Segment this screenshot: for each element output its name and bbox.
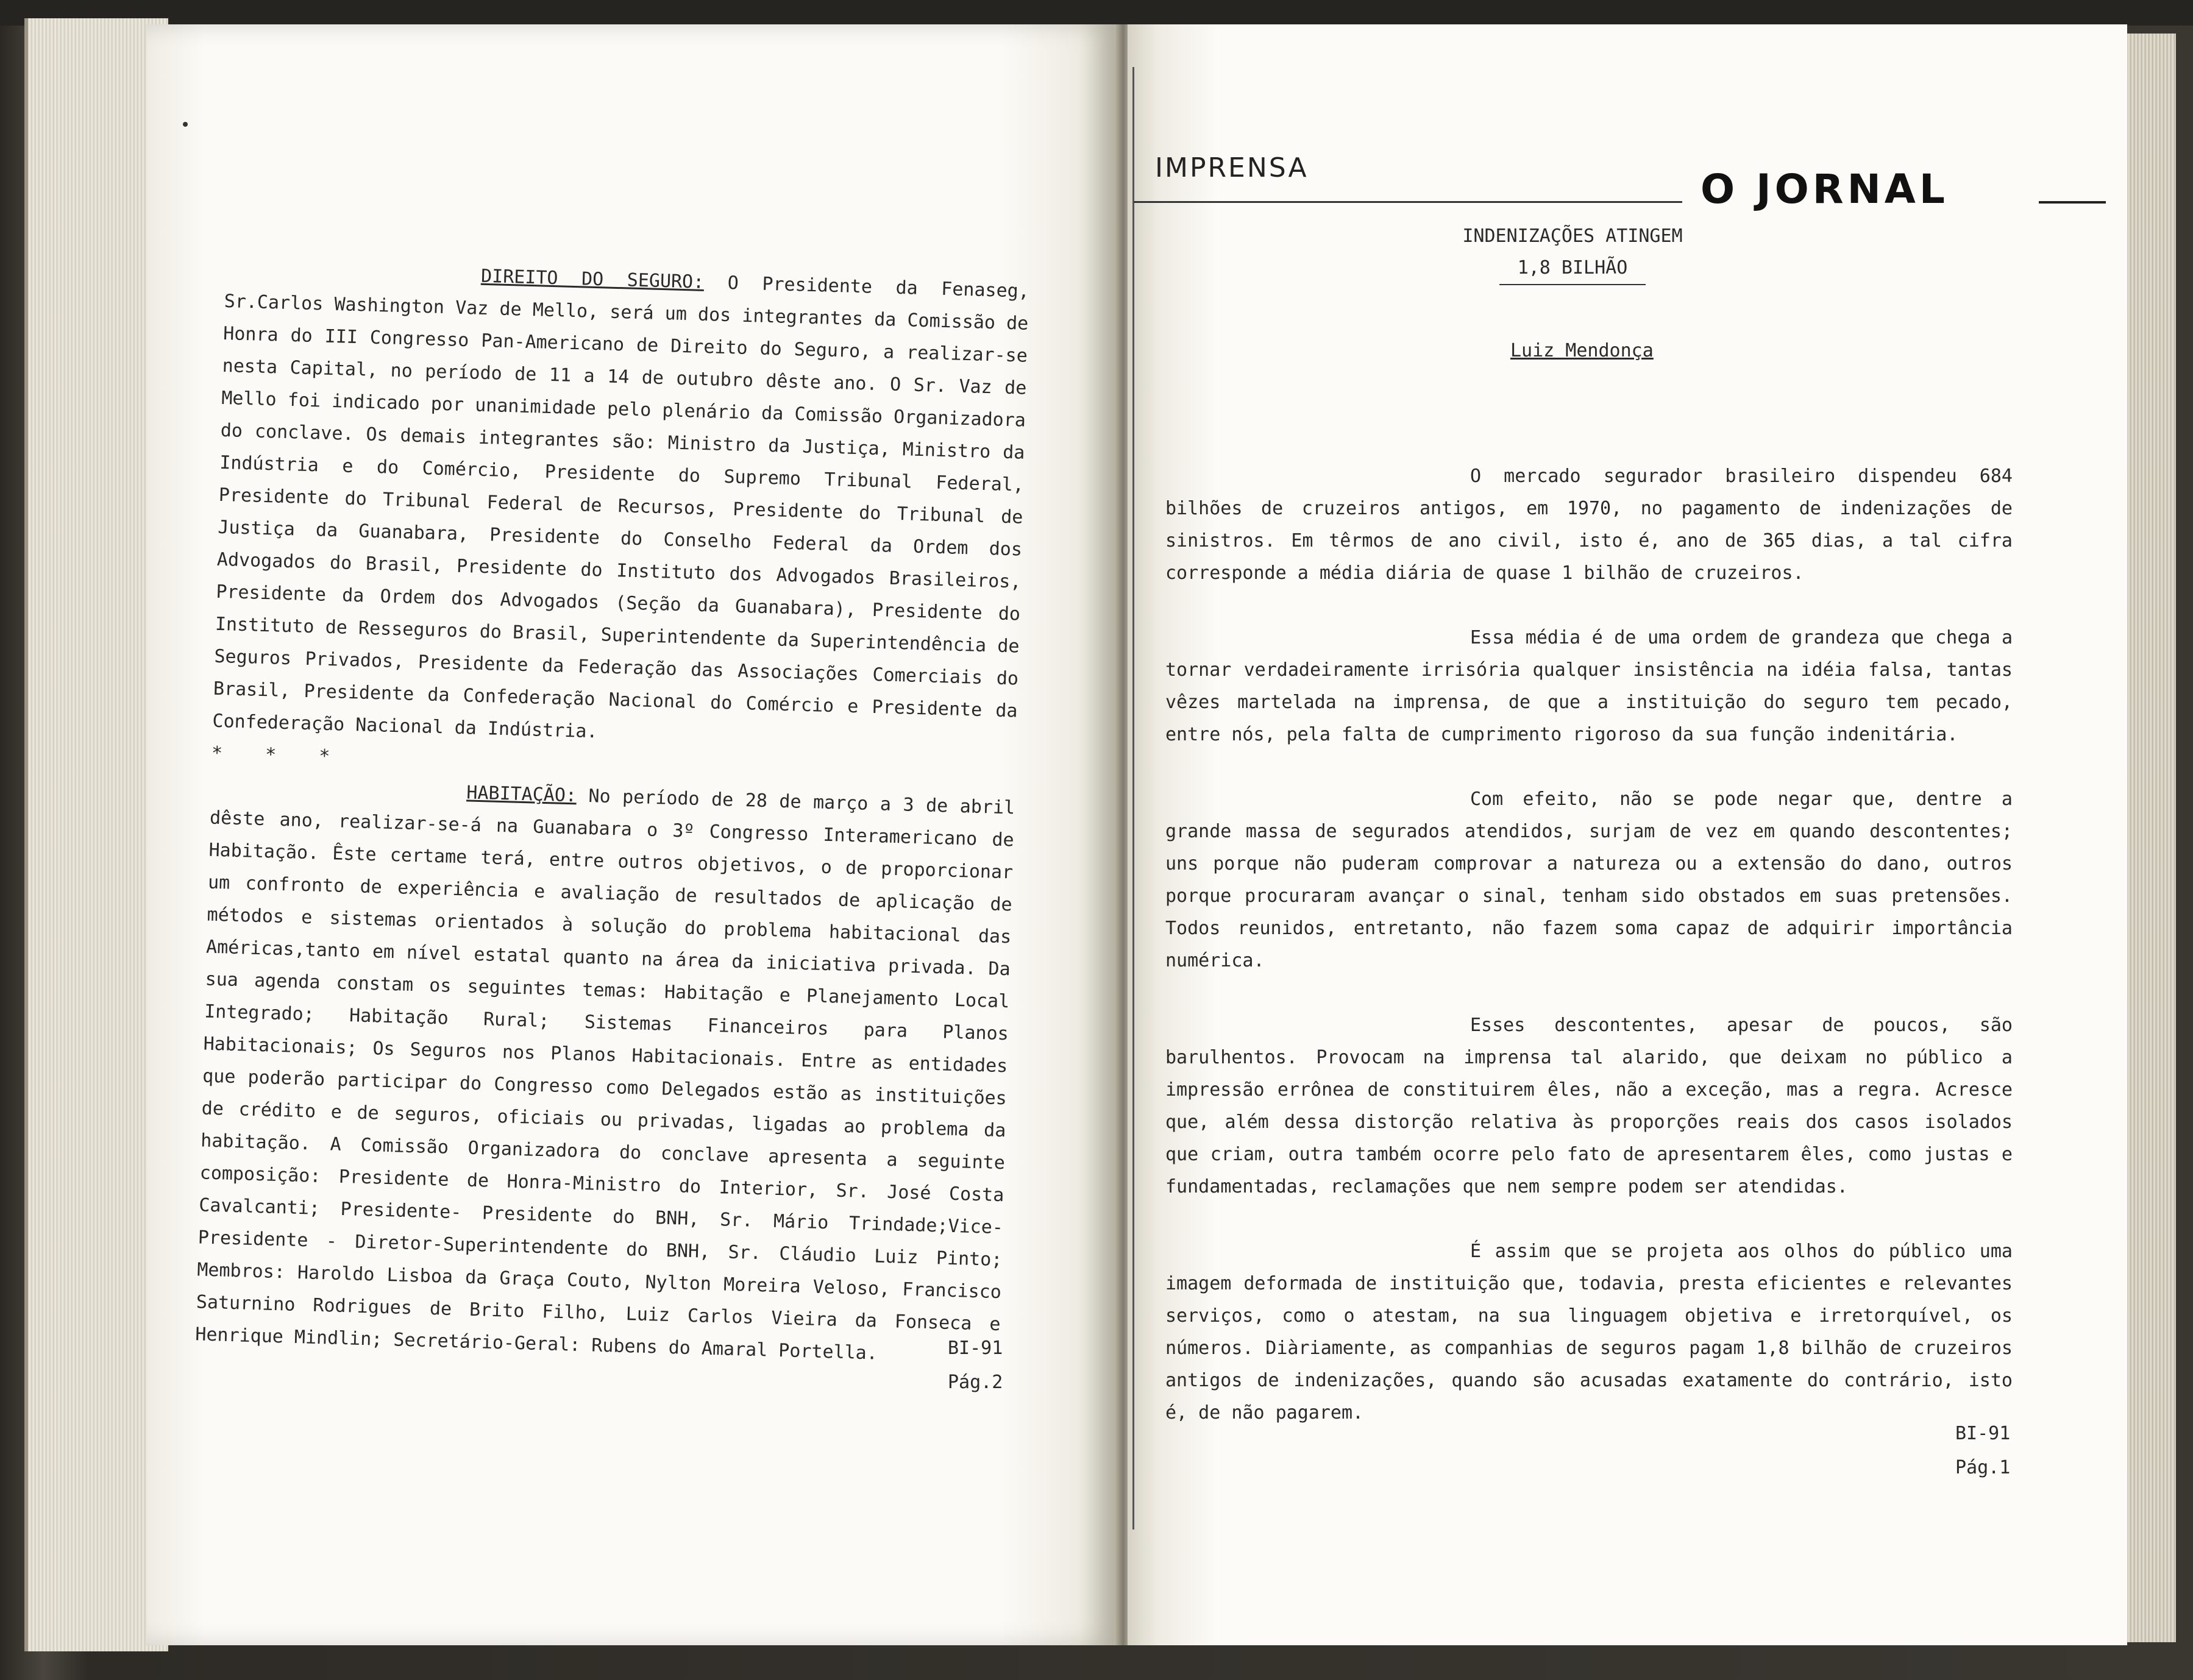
left-page-footer — [948, 1331, 1003, 1400]
direito-do-seguro-text: O Presidente da Fenaseg, Sr.Carlos Washington Vaz de Mello, será um dos integrantes da Comissão de Honra do III Congresso Pan-Americano de Direito do Seguro, a realizar-se nesta Capital, no período de 11 a 14 de outubro dêste ano. O Sr. Vaz de Mello foi indicado por unanimidade pelo plenário da Comissão Organizadora do conclave. Os demais integrantes são: Ministro da Justiça, Ministro da Indústria e do Comércio, Presidente do Supremo Tribunal Federal, Presidente do Tribunal Federal de Recursos, Presidente do Tribunal de Justiça da Guanabara, Presidente do Conselho Federal da Ordem dos Advogados do Brasil, Presidente do Instituto dos Advogados Brasileiros, Presidente da Ordem dos Advogados (Seção da Guanabara), Presidente do Instituto de Resseguros do Brasil, Superintendente da Superintendência de Seguros Privados, Presidente da Federação das Associações Comerciais do Brasil, Presidente da Confederação Nacional do Comércio e Presidente da Confederação Nacional da Indústria. — [212, 272, 1030, 743]
right-page-footer — [1955, 1417, 2010, 1485]
left-footer-page: Pág.2 — [948, 1372, 1003, 1393]
right-footer-code: BI-91 — [1955, 1423, 2011, 1444]
scan-top-border — [0, 0, 2193, 26]
habitacao-paragraph — [195, 770, 1015, 1373]
article-paragraph: É assim que se projeta aos olhos do público uma imagem deformada de instituição que, todavia, presta eficientes e relevantes serviços, como o atestam, na sua linguagem objetiva e irretorquível, os números. Diàriamente, as companhias de seguros pagam 1,8 bilhão de cruzeiros antigos de indenizações, quando são acusadas exatamente do contrário, isto é, de não pagarem. — [1165, 1241, 2013, 1423]
left-page-text — [195, 253, 1030, 1373]
section-label: IMPRENSA — [1155, 152, 1309, 183]
article-paragraph: Esses descontentes, apesar de poucos, são barulhentos. Provocam na imprensa tal alarido, que deixam no público a impressão errônea de constituirem êles, não a exceção, mas a regra. Acresce que, além dessa distorção relativa às proporções reais dos casos isolados que criam, outra também ocorre pelo fato de apresentarem êles, como justas e fundamentadas, reclamações que nem sempre podem ser atendidas. — [1165, 1015, 2013, 1197]
headline-line-2: 1,8 BILHÃO — [1499, 252, 1646, 285]
article-paragraph: O mercado segurador brasileiro dispendeu 684 bilhões de cruzeiros antigos, em 1970, no pagamento de indenizações de sinistros. Em têrmos de ano civil, isto é, ano de 365 dias, a tal cifra corresponde a média diária de quase 1 bilhão de cruzeiros. — [1165, 466, 2013, 584]
left-footer-code: BI-91 — [948, 1338, 1003, 1359]
margin-rule — [1132, 67, 1134, 1529]
ink-speck — [183, 122, 188, 127]
direito-do-seguro-paragraph — [212, 253, 1030, 760]
header-rule — [1134, 201, 1682, 203]
article-byline: Luiz Mendonça — [1510, 340, 1654, 361]
article-paragraph: Com efeito, não se pode negar que, dentre a grande massa de segurados atendidos, surjam de vez em quando descontentes; uns porque não puderam comprovar a natureza ou a extensão do dano, outros porque procuraram avançar o sinal, tenham sido obstados em suas pretensões. Todos reunidos, entretanto, não fazem soma capaz de adquirir importância numérica. — [1165, 789, 2013, 971]
section-separator: * * * — [211, 742, 346, 768]
right-footer-page: Pág.1 — [1955, 1457, 2011, 1478]
publication-name: O JORNAL — [1701, 166, 1949, 213]
direito-do-seguro-heading: DIREITO DO SEGURO: — [480, 265, 705, 293]
article-headline — [1457, 221, 1688, 285]
headline-line-1: INDENIZAÇÕES ATINGEM — [1462, 225, 1683, 247]
right-page-edges — [2127, 34, 2176, 1642]
habitacao-text: No período de 28 de março a 3 de abril dêste ano, realizar-se-á na Guanabara o 3º Congresso Interamericano de Habitação. Êste certame terá, entre outros objetivos, o de proporcionar um confronto de experiência e avaliação de resultados de aplicação de métodos e sistemas orientados à solução do problema habitacional das Américas,tanto em nível estatal quanto na área da iniciativa privada. Da sua agenda constam os seguintes temas: Habitação e Planejamento Local Integrado; Habitação Rural; Sistemas Financeiros para Planos Habitacionais; Os Seguros nos Planos Habitacionais. Entre as entidades que poderão participar do Congresso como Delegados estão as instituições de crédito e de seguros, oficiais ou privadas, ligadas ao problema da habitação. A Comissão Organizadora do conclave apresenta a seguinte composição: Presidente de Honra-Ministro do Interior, Sr. José Costa Cavalcanti; Presidente- Presidente do BNH, Sr. Mário Trindade;Vice-Presidente - Diretor-Superintendente do BNH, Sr. Cláudio Luiz Pinto; Membros: Haroldo Lisboa da Graça Couto, Nylton Moreira Veloso, Francisco Saturnino Rodrigues de Brito Filho, Luiz Carlos Vieira da Fonseca e Henrique Mindlin; Secretário-Geral: Rubens do Amaral Portella. — [194, 785, 1015, 1364]
header-rule-tail — [2039, 201, 2106, 204]
article-body — [1165, 460, 2013, 1461]
habitacao-heading: HABITAÇÃO: — [466, 782, 577, 807]
article-paragraph: Essa média é de uma ordem de grandeza que chega a tornar verdadeiramente irrisória qualquer insistência na idéia falsa, tantas vêzes martelada na imprensa, de que a instituição do seguro tem pecado, entre nós, pela falta de cumprimento rigoroso da sua função indenitária. — [1165, 627, 2013, 745]
